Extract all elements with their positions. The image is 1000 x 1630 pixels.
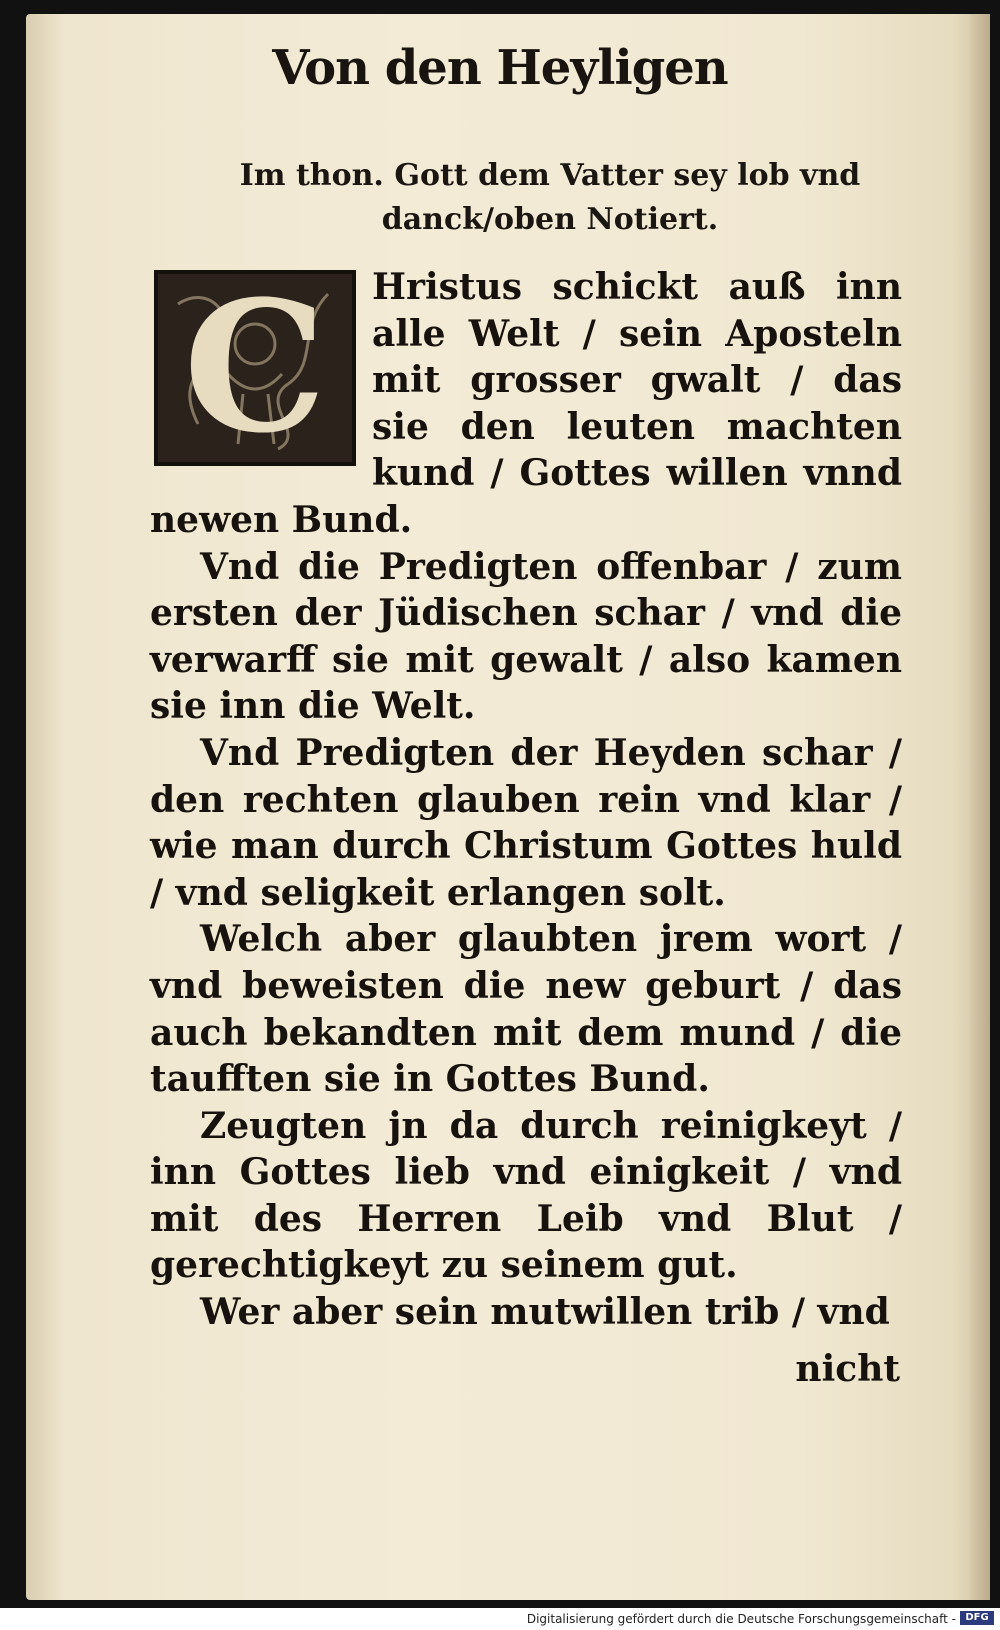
stanza-4: Welch aber glaubten jrem wort / vnd beweisten die new geburt / das auch bekandten mit dem mund / die taufften sie in Gottes Bund.: [150, 918, 902, 1101]
running-head: Von den Heyligen: [272, 40, 728, 96]
page-edge: [970, 14, 990, 1600]
dfg-logo: DFG: [960, 1611, 994, 1625]
stanza-5: Zeugten jn da durch reinigkeyt / inn Gottes lieb vnd einigkeit / vnd mit des Herren Leib vnd Blut / gerechtigkeyt zu seinem gut.: [150, 1104, 902, 1287]
initial-letter: C: [183, 270, 327, 466]
stanza-2: Vnd die Predigten offenbar / zum ersten der Jüdischen schar / vnd die verwarff sie mit gewalt / also kamen sie inn die Welt.: [150, 545, 902, 728]
stanza-1: Hristus schickt auß inn alle Welt / sein Aposteln mit grosser gwalt / das sie den leuten machten kund / Gottes willen vnnd newen Bund.: [150, 266, 902, 541]
stanza-3: Vnd Predigten der Heyden schar / den rechten glauben rein vnd klar / wie man durch Christum Gottes huld / vnd seligkeit erlangen solt.: [150, 731, 902, 914]
stanza-6: Wer aber sein mutwillen trib / vnd: [200, 1291, 890, 1334]
melody-note: Im thon. Gott dem Vatter sey lob vnd danck/oben Notiert.: [239, 158, 861, 237]
footer-credit: Digitalisierung gefördert durch die Deutsche Forschungsgemeinschaft -: [526, 1612, 956, 1626]
song-text: [150, 264, 902, 1336]
catchword: nicht: [795, 1348, 900, 1390]
